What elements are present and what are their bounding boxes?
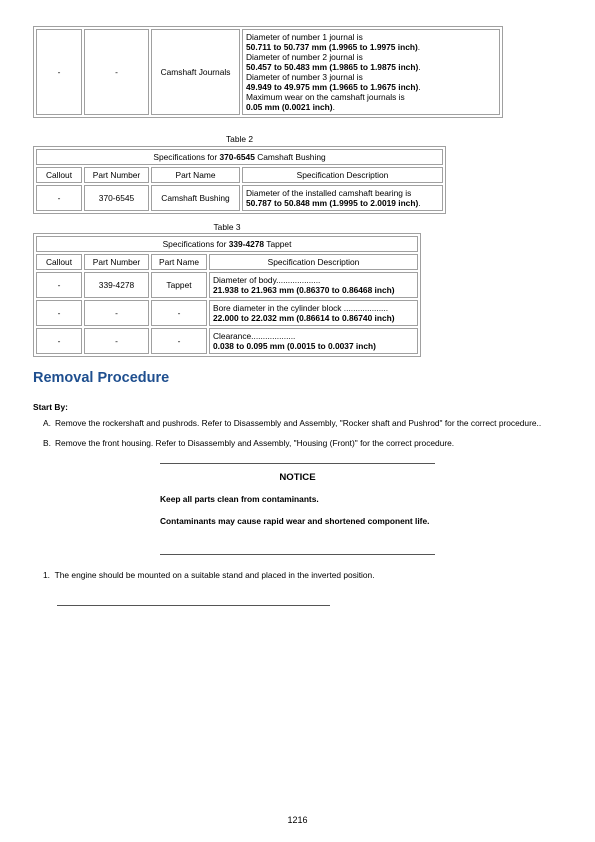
callout-cell: -: [36, 300, 82, 326]
callout-cell: -: [36, 272, 82, 298]
table-row: [36, 272, 418, 298]
table-header-row: [36, 167, 443, 183]
notice-top-divider: [160, 463, 435, 464]
list-item: [43, 438, 553, 448]
step-item: [43, 570, 375, 580]
table-3-caption: Table 3: [213, 222, 241, 232]
header-callout: Callout: [36, 254, 82, 270]
spec-description-cell: Diameter of body................... 21.938 to 21.963 mm (0.86370 to 0.86468 inch): [209, 272, 418, 298]
table-row: [36, 185, 443, 211]
callout-cell: -: [36, 328, 82, 354]
notice-text: Contaminants may cause rapid wear and shortened component life.: [160, 516, 430, 526]
list-item: [43, 418, 553, 428]
step-text: The engine should be mounted on a suitable stand and placed in the inverted position.: [54, 570, 375, 580]
part-name-cell: Tappet: [151, 272, 207, 298]
spec-description-cell: Bore diameter in the cylinder block ................... 22.000 to 22.032 mm (0.86614 to 0.86740 inch): [209, 300, 418, 326]
spec-line: Diameter of number 1 journal is 50.711 to 50.737 mm (1.9965 to 1.9975 inch).: [246, 32, 421, 52]
notice-title: NOTICE: [279, 472, 316, 483]
spec-line: Diameter of number 3 journal is 49.949 to 49.975 mm (1.9665 to 1.9675 inch).: [246, 72, 421, 92]
step-marker: 1.: [43, 570, 50, 580]
spec-description-cell: Diameter of the installed camshaft bearing is 50.787 to 50.848 mm (1.9995 to 2.0019 inch).: [242, 185, 443, 211]
list-marker: A.: [43, 418, 51, 428]
part-number-cell: 339-4278: [84, 272, 149, 298]
header-spec-description: Specification Description: [209, 254, 418, 270]
list-item-text: Remove the rockershaft and pushrods. Refer to Disassembly and Assembly, "Rocker shaft and Pushrod" for the correct procedure..: [55, 418, 542, 428]
table-title-row: [36, 149, 443, 165]
page-number: 1216: [287, 815, 308, 825]
table-title: Specifications for 339-4278 Tappet: [36, 236, 418, 252]
section-heading: Removal Procedure: [33, 370, 170, 386]
header-part-name: Part Name: [151, 167, 240, 183]
table-title-row: [36, 236, 418, 252]
spec-line: Diameter of number 2 journal is 50.457 to 50.483 mm (1.9865 to 1.9875 inch).: [246, 52, 421, 72]
notice-bottom-divider: [160, 554, 435, 555]
spec-description-cell: Clearance................... 0.038 to 0.095 mm (0.0015 to 0.0037 inch): [209, 328, 418, 354]
notice-text: Keep all parts clean from contaminants.: [160, 494, 319, 504]
table-row: [36, 300, 418, 326]
table-tappet: [33, 233, 421, 357]
start-by-label: Start By:: [33, 402, 68, 412]
part-number-cell: -: [84, 29, 149, 115]
table-row: [36, 328, 418, 354]
part-name-cell: Camshaft Bushing: [151, 185, 240, 211]
list-item-text: Remove the front housing. Refer to Disassembly and Assembly, "Housing (Front)" for the correct procedure.: [55, 438, 455, 448]
spec-line: Maximum wear on the camshaft journals is 0.05 mm (0.0021 inch).: [246, 92, 405, 112]
part-number-cell: -: [84, 328, 149, 354]
header-spec-description: Specification Description: [242, 167, 443, 183]
part-name-cell: Camshaft Journals: [151, 29, 240, 115]
table-title: Specifications for 370-6545 Camshaft Bushing: [36, 149, 443, 165]
part-name-cell: -: [151, 300, 207, 326]
header-part-name: Part Name: [151, 254, 207, 270]
list-marker: B.: [43, 438, 51, 448]
illustration-divider: [57, 605, 330, 606]
part-number-cell: 370-6545: [84, 185, 149, 211]
part-name-cell: -: [151, 328, 207, 354]
part-number-cell: -: [84, 300, 149, 326]
header-part-number: Part Number: [84, 254, 149, 270]
table-camshaft-journals: [33, 26, 503, 118]
spec-description-cell: [242, 29, 500, 115]
callout-cell: -: [36, 29, 82, 115]
header-callout: Callout: [36, 167, 82, 183]
table-2-caption: Table 2: [225, 134, 253, 144]
header-part-number: Part Number: [84, 167, 149, 183]
table-camshaft-bushing: [33, 146, 446, 214]
table-row: [36, 29, 500, 115]
callout-cell: -: [36, 185, 82, 211]
table-header-row: [36, 254, 418, 270]
